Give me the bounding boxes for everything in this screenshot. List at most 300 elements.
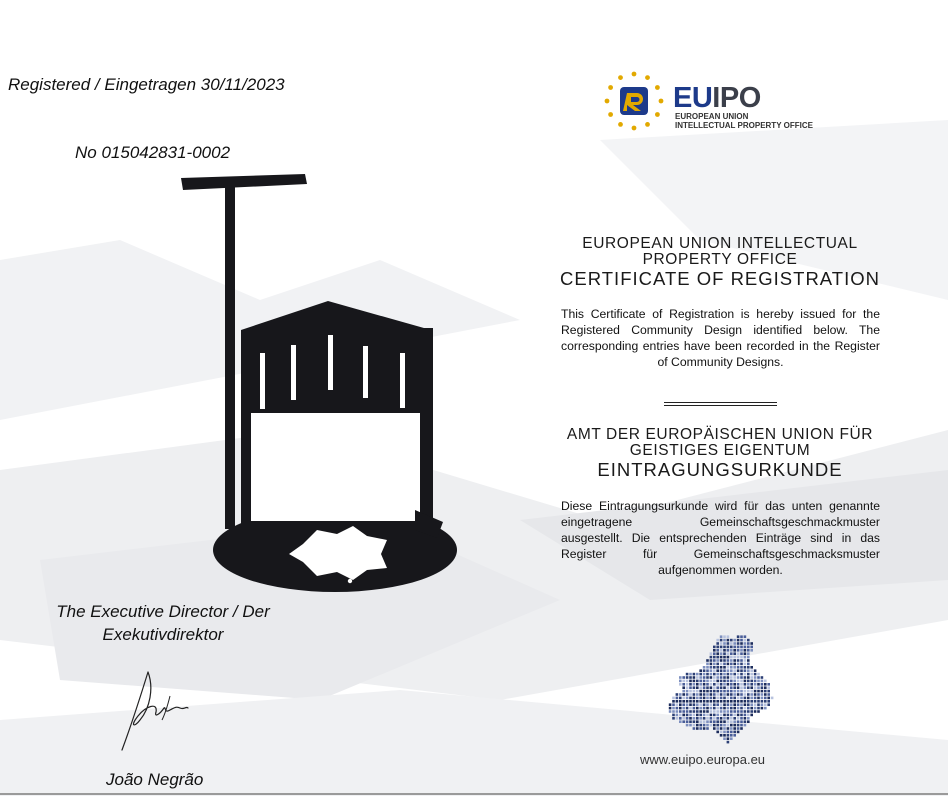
map-dot [693, 724, 696, 727]
signatory-name: João Negrão [106, 770, 204, 789]
map-dot [740, 720, 743, 723]
map-dot [706, 693, 709, 696]
signatory-title: The Executive Director / Der Exekutivdirektor [56, 602, 270, 644]
map-dot [716, 676, 719, 679]
map-dot [716, 659, 719, 662]
map-dot [723, 693, 726, 696]
map-dot [761, 676, 764, 679]
map-dot [706, 703, 709, 706]
map-dot [767, 693, 770, 696]
map-dot [720, 693, 723, 696]
map-dot [723, 717, 726, 720]
map-dot [761, 686, 764, 689]
logo-subtitle: EUROPEAN UNION INTELLECTUAL PROPERTY OFFICE [675, 112, 813, 130]
map-dot [723, 707, 726, 710]
map-dot [740, 703, 743, 706]
map-dot [679, 700, 682, 703]
map-dot [754, 676, 757, 679]
map-dot [730, 737, 733, 740]
map-dot [750, 666, 753, 669]
map-dot [689, 717, 692, 720]
map-dot [747, 717, 750, 720]
map-dot [720, 635, 723, 638]
map-dot [686, 683, 689, 686]
map-dot [720, 666, 723, 669]
map-dot [696, 727, 699, 730]
map-dot [720, 710, 723, 713]
map-dot [699, 683, 702, 686]
map-dot [710, 652, 713, 655]
map-dot [740, 693, 743, 696]
map-dot [744, 683, 747, 686]
map-dot [757, 697, 760, 700]
map-dot [740, 697, 743, 700]
section-divider [664, 402, 777, 406]
map-dot [686, 673, 689, 676]
map-dot [706, 724, 709, 727]
map-dot [720, 652, 723, 655]
map-dot [757, 710, 760, 713]
map-dot [740, 686, 743, 689]
map-dot [720, 673, 723, 676]
map-dot [703, 680, 706, 683]
map-dot [720, 697, 723, 700]
map-dot [713, 724, 716, 727]
map-dot [693, 717, 696, 720]
map-dot [737, 683, 740, 686]
euipo-logo [603, 70, 833, 132]
map-dot [740, 673, 743, 676]
map-dot [696, 710, 699, 713]
map-dot [710, 686, 713, 689]
map-dot [710, 714, 713, 717]
map-dot [716, 666, 719, 669]
map-dot [727, 720, 730, 723]
map-dot [750, 707, 753, 710]
map-dot [703, 673, 706, 676]
eu-dotted-map [660, 630, 775, 745]
map-dot [727, 703, 730, 706]
map-dot [706, 686, 709, 689]
map-dot [727, 690, 730, 693]
map-dot [754, 697, 757, 700]
map-dot [689, 700, 692, 703]
map-dot [696, 720, 699, 723]
map-dot [727, 680, 730, 683]
logo-wordmark: EUIPO [673, 82, 761, 114]
map-dot [723, 649, 726, 652]
map-dot [750, 676, 753, 679]
map-dot [740, 717, 743, 720]
map-dot [716, 669, 719, 672]
map-dot [754, 680, 757, 683]
map-dot [703, 683, 706, 686]
map-dot [767, 686, 770, 689]
map-dot [764, 690, 767, 693]
map-dot [679, 697, 682, 700]
map-dot [727, 727, 730, 730]
map-dot [730, 659, 733, 662]
map-dot [720, 676, 723, 679]
map-dot [713, 690, 716, 693]
map-dot [744, 649, 747, 652]
map-dot [696, 680, 699, 683]
map-dot [740, 680, 743, 683]
map-dot [699, 720, 702, 723]
map-dot [689, 693, 692, 696]
map-dot [730, 707, 733, 710]
map-dot [713, 700, 716, 703]
map-dot [727, 673, 730, 676]
map-dot [754, 710, 757, 713]
map-dot [744, 652, 747, 655]
map-dot [730, 646, 733, 649]
map-dot [727, 714, 730, 717]
map-dot [703, 727, 706, 730]
map-dot [747, 710, 750, 713]
map-dot [730, 663, 733, 666]
map-dot [747, 673, 750, 676]
map-dot [706, 690, 709, 693]
map-dot [689, 724, 692, 727]
map-dot [737, 731, 740, 734]
map-dot [747, 714, 750, 717]
map-dot [737, 656, 740, 659]
map-dot [730, 731, 733, 734]
map-dot [723, 666, 726, 669]
map-dot [730, 703, 733, 706]
map-dot [706, 714, 709, 717]
map-dot [693, 673, 696, 676]
map-dot [727, 683, 730, 686]
map-dot [723, 639, 726, 642]
map-dot [737, 676, 740, 679]
map-dot [744, 697, 747, 700]
map-dot [754, 673, 757, 676]
map-dot [716, 649, 719, 652]
map-dot [699, 680, 702, 683]
map-dot [740, 690, 743, 693]
map-dot [730, 642, 733, 645]
map-dot [733, 710, 736, 713]
map-dot [689, 697, 692, 700]
map-dot [727, 737, 730, 740]
map-dot [716, 724, 719, 727]
map-dot [747, 666, 750, 669]
map-dot [737, 639, 740, 642]
map-dot [689, 686, 692, 689]
map-dot [716, 673, 719, 676]
map-dot [750, 680, 753, 683]
map-dot [689, 680, 692, 683]
map-dot [740, 724, 743, 727]
map-dot [713, 676, 716, 679]
map-dot [727, 717, 730, 720]
map-dot [706, 659, 709, 662]
map-dot [679, 683, 682, 686]
map-dot [716, 727, 719, 730]
map-dot [716, 686, 719, 689]
map-dot [730, 676, 733, 679]
map-dot [747, 683, 750, 686]
map-dot [737, 646, 740, 649]
map-dot [737, 666, 740, 669]
map-dot [750, 693, 753, 696]
map-dot [750, 673, 753, 676]
map-dot [754, 686, 757, 689]
map-dot [723, 663, 726, 666]
map-dot [723, 710, 726, 713]
certificate-title-de: EINTRAGUNGSURKUNDE [597, 459, 843, 480]
map-dot [720, 731, 723, 734]
map-dot [761, 693, 764, 696]
map-dot [699, 700, 702, 703]
map-dot [696, 697, 699, 700]
map-dot [699, 724, 702, 727]
map-dot [740, 676, 743, 679]
map-dot [767, 700, 770, 703]
map-dot [733, 656, 736, 659]
map-dot [761, 703, 764, 706]
map-dot [686, 686, 689, 689]
map-dot [740, 669, 743, 672]
map-dot [713, 652, 716, 655]
map-dot [744, 656, 747, 659]
map-dot [682, 720, 685, 723]
map-dot [737, 717, 740, 720]
map-dot [750, 642, 753, 645]
map-dot [706, 676, 709, 679]
map-dot [727, 724, 730, 727]
map-dot [764, 686, 767, 689]
map-dot [740, 659, 743, 662]
map-dot [747, 693, 750, 696]
map-dot [703, 724, 706, 727]
map-dot [693, 720, 696, 723]
map-dot [730, 683, 733, 686]
map-dot [689, 673, 692, 676]
map-dot [733, 714, 736, 717]
map-dot [723, 700, 726, 703]
map-dot [747, 697, 750, 700]
map-dot [723, 727, 726, 730]
map-dot [747, 663, 750, 666]
map-dot [706, 666, 709, 669]
map-dot [720, 686, 723, 689]
map-dot [744, 686, 747, 689]
map-dot [744, 659, 747, 662]
map-dot [686, 680, 689, 683]
map-dot [713, 720, 716, 723]
map-dot [764, 697, 767, 700]
map-dot [682, 680, 685, 683]
map-dot [737, 659, 740, 662]
map-dot [699, 669, 702, 672]
map-dot [747, 686, 750, 689]
map-dot [727, 707, 730, 710]
map-dot [723, 697, 726, 700]
map-dot [744, 690, 747, 693]
map-dot [682, 703, 685, 706]
map-dot [757, 676, 760, 679]
map-dot [682, 707, 685, 710]
map-dot [744, 720, 747, 723]
map-dot [699, 697, 702, 700]
map-dot [710, 720, 713, 723]
map-dot [747, 669, 750, 672]
map-dot [679, 720, 682, 723]
map-dot [710, 703, 713, 706]
map-dot [730, 693, 733, 696]
map-dot [686, 703, 689, 706]
map-dot [737, 693, 740, 696]
map-dot [689, 690, 692, 693]
map-dot [720, 649, 723, 652]
map-dot [723, 690, 726, 693]
map-dot [727, 686, 730, 689]
map-dot [696, 707, 699, 710]
map-dot [713, 649, 716, 652]
map-dot [696, 700, 699, 703]
map-dot [716, 717, 719, 720]
map-dot [730, 669, 733, 672]
map-dot [679, 693, 682, 696]
map-dot [757, 707, 760, 710]
map-dot [747, 646, 750, 649]
map-dot [716, 639, 719, 642]
map-dot [764, 707, 767, 710]
map-dot [706, 697, 709, 700]
map-dot [710, 724, 713, 727]
map-dot [740, 649, 743, 652]
map-dot [696, 683, 699, 686]
map-dot [696, 724, 699, 727]
map-dot [672, 710, 675, 713]
map-dot [723, 676, 726, 679]
map-dot [723, 656, 726, 659]
map-dot [730, 673, 733, 676]
map-dot [693, 680, 696, 683]
map-dot [733, 669, 736, 672]
map-dot [696, 714, 699, 717]
map-dot [740, 642, 743, 645]
map-dot [740, 666, 743, 669]
map-dot [737, 703, 740, 706]
map-dot [733, 659, 736, 662]
map-dot [676, 714, 679, 717]
map-dot [757, 703, 760, 706]
map-dot [699, 673, 702, 676]
map-dot [730, 656, 733, 659]
map-dot [757, 700, 760, 703]
map-dot [706, 669, 709, 672]
map-dot [693, 683, 696, 686]
map-dot [693, 703, 696, 706]
map-dot [733, 646, 736, 649]
map-dot [679, 714, 682, 717]
map-dot [723, 669, 726, 672]
map-dot [737, 707, 740, 710]
map-dot [676, 717, 679, 720]
map-dot [676, 693, 679, 696]
map-dot [686, 676, 689, 679]
map-dot [699, 727, 702, 730]
map-dot [699, 710, 702, 713]
map-dot [730, 717, 733, 720]
map-dot [723, 680, 726, 683]
map-dot [720, 700, 723, 703]
map-dot [747, 642, 750, 645]
map-dot [703, 703, 706, 706]
registration-date: Registered / Eingetragen 30/11/2023 [8, 75, 285, 94]
map-dot [686, 697, 689, 700]
map-dot [757, 673, 760, 676]
map-dot [723, 659, 726, 662]
map-dot [720, 663, 723, 666]
office-name-en: EUROPEAN UNION INTELLECTUAL PROPERTY OFFICE [582, 235, 858, 268]
map-dot [716, 683, 719, 686]
map-dot [689, 714, 692, 717]
map-dot [744, 666, 747, 669]
map-dot [676, 703, 679, 706]
map-dot [744, 700, 747, 703]
map-dot [740, 663, 743, 666]
map-dot [750, 669, 753, 672]
map-dot [713, 666, 716, 669]
map-dot [747, 656, 750, 659]
map-dot [699, 693, 702, 696]
map-dot [723, 683, 726, 686]
map-dot [757, 683, 760, 686]
map-dot [696, 693, 699, 696]
map-dot [761, 690, 764, 693]
map-dot [733, 676, 736, 679]
map-dot [764, 703, 767, 706]
map-dot [740, 683, 743, 686]
map-dot [740, 727, 743, 730]
map-dot [730, 639, 733, 642]
map-dot [727, 652, 730, 655]
map-dot [679, 703, 682, 706]
map-dot [764, 700, 767, 703]
map-dot [703, 697, 706, 700]
map-dot [727, 639, 730, 642]
map-dot [723, 724, 726, 727]
map-dot [706, 707, 709, 710]
map-dot [737, 652, 740, 655]
map-dot [682, 693, 685, 696]
map-dot [737, 720, 740, 723]
map-dot [693, 707, 696, 710]
map-dot [679, 710, 682, 713]
map-dot [730, 697, 733, 700]
map-dot [693, 690, 696, 693]
map-dot [713, 656, 716, 659]
map-dot [713, 710, 716, 713]
map-dot [727, 666, 730, 669]
map-dot [750, 646, 753, 649]
map-dot [713, 697, 716, 700]
map-dot [689, 703, 692, 706]
map-dot [730, 714, 733, 717]
map-dot [703, 714, 706, 717]
map-dot [737, 710, 740, 713]
map-dot [740, 656, 743, 659]
map-dot [669, 703, 672, 706]
map-dot [716, 703, 719, 706]
map-dot [744, 714, 747, 717]
map-dot [733, 697, 736, 700]
